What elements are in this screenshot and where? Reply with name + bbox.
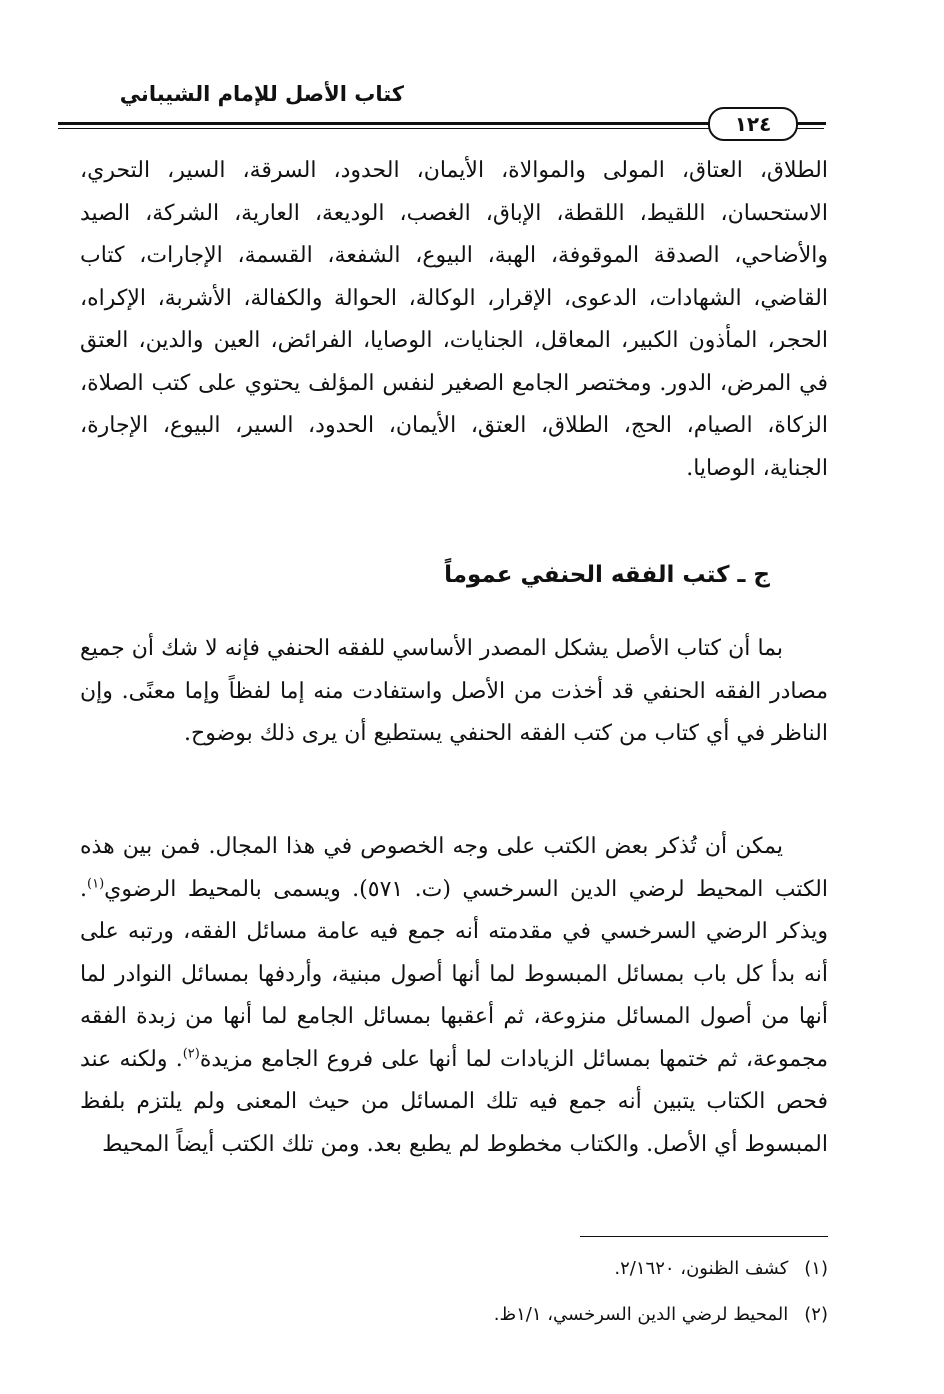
footnote-reference-1: (١) — [87, 876, 105, 892]
header-rule-right-segment — [800, 122, 826, 125]
paragraph-intro: بما أن كتاب الأصل يشكل المصدر الأساسي للفقه الحنفي فإنه لا شك أن جميع مصادر الفقه الحنفي قد أخذت من الأصل واستفادت منه إما لفظاً وإما معنًى. وإن الناظر في أي كتاب من كتب الفقه الحنفي يستطيع أن يرى ذلك بوضوح. — [80, 636, 828, 746]
footnote-reference-2: (٢) — [182, 1046, 200, 1062]
footnote-separator — [580, 1236, 828, 1237]
footnote-marker: (١) — [804, 1258, 828, 1279]
paragraph-muhit-text-3: . ولكنه عند فحص الكتاب يتبين أنه جمع فيه تلك المسائل من حيث المعنى ولم يلتزم بلفظ المبسوط أي الأصل. والكتاب مخطوط لم يطبع بعد. ومن تلك الكتب أيضاً المحيط — [80, 1046, 828, 1157]
footnote-text: المحيط لرضي الدين السرخسي، ١/١ظ. — [493, 1304, 789, 1325]
running-title: كتاب الأصل للإمام الشيباني — [119, 82, 404, 106]
footnote-item — [80, 1246, 828, 1292]
footnote-item — [80, 1292, 828, 1338]
page-number: ١٢٤ — [708, 107, 798, 141]
footnote-marker: (٢) — [804, 1304, 828, 1325]
paragraph-muhit-text-2: . ويذكر الرضي السرخسي في مقدمته أنه جمع فيه عامة مسائل الفقه، ورتبه على أنه بدأ كل باب بمسائل المبسوط لما أنها أصول مبنية، وأردفها بمسائل النوادر لما أنها من أصول المسائل منزوعة، ثم أعقبها بمسائل الجامع لما أنها من زبدة الفقه مجموعة، ثم ختمها بمسائل الزيادات لما أنها على فروع الجامع مزيدة — [80, 876, 829, 1072]
section-heading: ج ـ كتب الفقه الحنفي عموماً — [444, 562, 770, 588]
paragraph-muhit — [80, 826, 828, 1166]
paragraph-muhit-text-1: يمكن أن تُذكر بعض الكتب على وجه الخصوص في هذا المجال. فمن بين هذه الكتب المحيط لرضي الدين السرخسي (ت. ٥٧١). ويسمى بالمحيط الرضوي — [80, 834, 828, 902]
footnote-text: كشف الظنون، ٢/١٦٢٠. — [614, 1258, 789, 1279]
footnotes — [80, 1246, 828, 1338]
paragraph-book-list: الطلاق، العتاق، المولى والموالاة، الأيمان، الحدود، السرقة، السير، التحري، الاستحسان، اللقيط، اللقطة، الإباق، الغصب، الوديعة، العارية، الشركة، الصيد والأضاحي، الصدقة الموقوفة، الهبة، البيوع، الشفعة، القسمة، الإجارات، كتاب القاضي، الشهادات، الدعوى، الإقرار، الوكالة، الحوالة والكفالة، الأشربة، الإكراه، الحجر، المأذون الكبير، المعاقل، الجنايات، الوصايا، الفرائض، العين والدين، العتق في المرض، الدور. ومختصر الجامع الصغير لنفس المؤلف يحتوي على كتب الصلاة، الزكاة، الصيام، الحج، الطلاق، العتق، الأيمان، الحدود، السير، البيوع، الإجارة، الجناية، الوصايا. — [80, 158, 828, 481]
